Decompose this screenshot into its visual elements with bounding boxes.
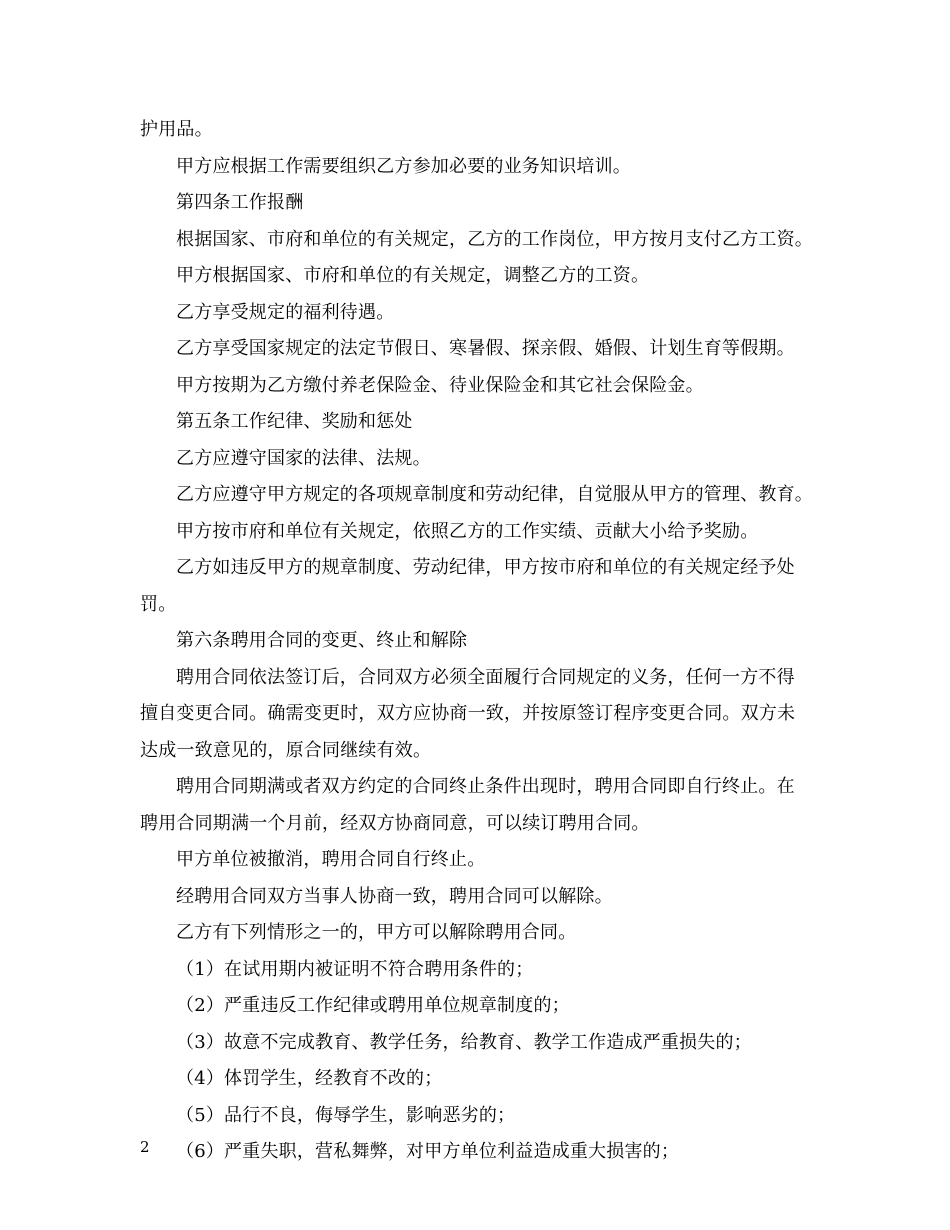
paragraph-line: 甲方按市府和单位有关规定，依照乙方的工作实绩、贡献大小给予奖励。 [176,520,759,542]
paragraph-line: 乙方享受规定的福利待遇。 [176,301,395,323]
section-heading: 第五条工作纪律、奖励和惩处 [176,411,413,432]
paragraph-line: 聘用合同依法签订后，合同双方必须全面履行合同规定的义务，任何一方不得 [176,666,795,688]
list-item: （6）严重失职，营私舞弊，对甲方单位利益造成重大损害的； [176,1141,680,1162]
paragraph-line: 擅自变更合同。确需变更时，双方应协商一致，并按原签订程序变更合同。双方未 [140,703,796,724]
page-number: 2 [140,1138,150,1156]
paragraph-line: 甲方应根据工作需要组织乙方参加必要的业务知识培训。 [176,155,631,177]
paragraph-line: 甲方单位被撤消，聘用合同自行终止。 [176,849,486,870]
paragraph-line: 达成一致意见的，原合同继续有效。 [140,739,432,761]
paragraph-line: 乙方应遵守国家的法律、法规。 [176,447,431,469]
paragraph-line: 聘用合同期满或者双方约定的合同终止条件出现时，聘用合同即自行终止。在 [176,776,795,797]
document-body [140,112,820,1171]
paragraph-line: 乙方如违反甲方的规章制度、劳动纪律，甲方按市府和单位的有关规定经予处 [176,557,795,578]
paragraph-line: 经聘用合同双方当事人协商一致，聘用合同可以解除。 [176,885,613,907]
paragraph-line: 罚。 [140,593,177,615]
paragraph-line: 聘用合同期满一个月前，经双方协商同意，可以续订聘用合同。 [140,812,650,834]
list-item: （4）体罚学生，经教育不改的； [176,1068,443,1089]
paragraph-line: 根据国家、市府和单位的有关规定，乙方的工作岗位，甲方按月支付乙方工资。 [176,228,813,250]
section-heading: 第四条工作报酬 [176,192,304,213]
list-item: （5）品行不良，侮辱学生，影响恶劣的； [176,1104,516,1126]
paragraph-line: 乙方应遵守甲方规定的各项规章制度和劳动纪律，自觉服从甲方的管理、教育。 [176,484,813,505]
paragraph-line: 乙方享受国家规定的法定节假日、寒暑假、探亲假、婚假、计划生育等假期。 [176,338,795,359]
paragraph-line: 甲方根据国家、市府和单位的有关规定，调整乙方的工资。 [176,265,650,286]
paragraph-line: 甲方按期为乙方缴付养老保险金、待业保险金和其它社会保险金。 [176,374,704,396]
paragraph-line: 护用品。 [140,119,213,140]
section-heading: 第六条聘用合同的变更、终止和解除 [176,630,468,651]
list-item: （1）在试用期内被证明不符合聘用条件的； [176,958,534,980]
paragraph-line: 乙方有下列情形之一的，甲方可以解除聘用合同。 [176,922,577,943]
list-item: （2）严重违反工作纪律或聘用单位规章制度的； [176,995,570,1016]
list-item: （3）故意不完成教育、教学任务，给教育、教学工作造成严重损失的； [176,1031,752,1053]
